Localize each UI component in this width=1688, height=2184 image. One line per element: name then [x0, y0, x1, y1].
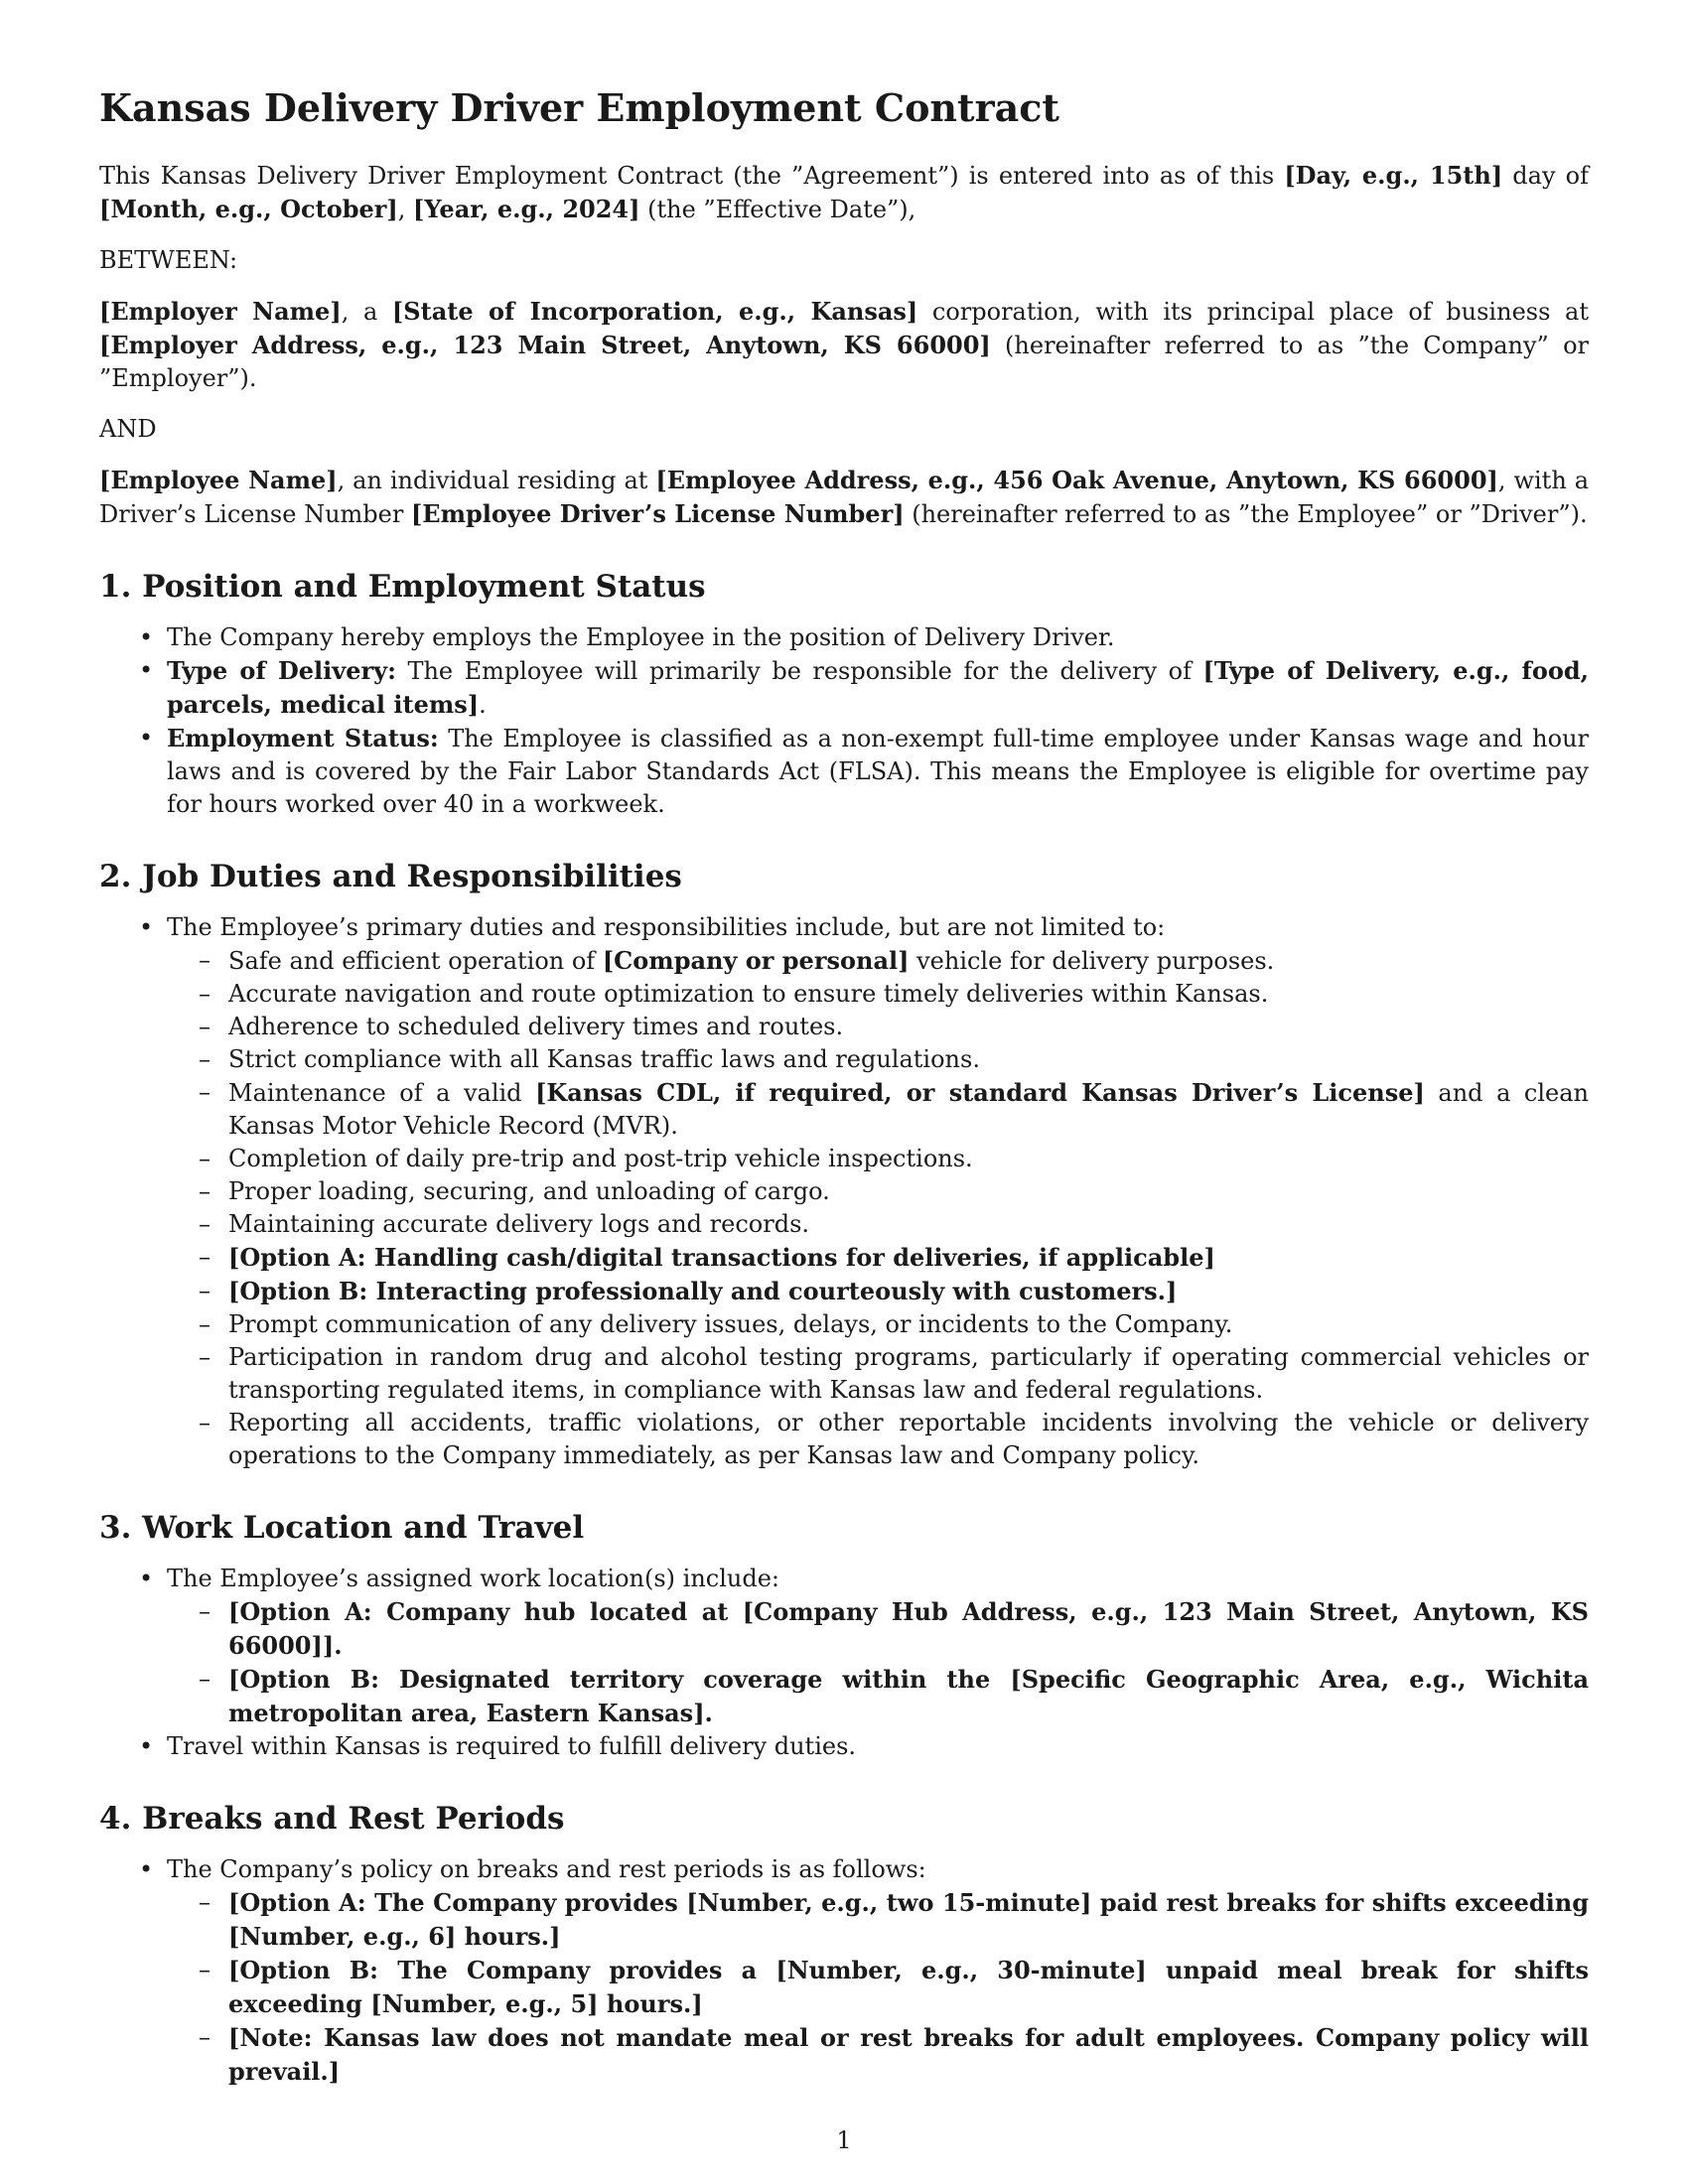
- day-placeholder: [Day, e.g., 15th]: [1284, 160, 1503, 190]
- employee-text: (hereinafter referred to as ”the Employee” or ”Driver”).: [904, 499, 1588, 528]
- sub-list-item: [167, 1275, 1589, 1308]
- item-text: The Employee will primarily be responsible for the delivery of: [395, 656, 1203, 685]
- list-item: • Travel within Kansas is required to fulfill delivery duties.: [99, 1730, 1589, 1763]
- sub-list-item: [167, 2021, 1589, 2089]
- month-placeholder: [Month, e.g., October]: [99, 194, 398, 223]
- employee-text: , an individual residing at: [337, 466, 656, 494]
- item-text: .: [479, 690, 487, 719]
- note-placeholder: [Note: Kansas law does not mandate meal or rest breaks for adult employees. Company policy will prevail.]: [228, 2023, 1589, 2087]
- sub-list-item: – Completion of daily pre-trip and post-trip vehicle inspections.: [167, 1143, 1589, 1175]
- intro-text: day of: [1502, 161, 1589, 190]
- option-a-placeholder: [Option A: Company hub located at [Company Hub Address, e.g., 123 Main Street, Anytown, KS 66000]].: [228, 1597, 1589, 1661]
- between-label: BETWEEN:: [99, 245, 238, 274]
- list-item: [99, 654, 1589, 722]
- employer-text: (hereinafter referred to as ”the Company” or ”Employer”).: [99, 331, 1589, 392]
- sub-list-item: [167, 1954, 1589, 2021]
- section-4-list: [99, 1853, 1589, 2089]
- list-item: [99, 911, 1589, 1472]
- list-item: • The Company hereby employs the Employee in the position of Delivery Driver.: [99, 621, 1589, 654]
- item-text: The Company’s policy on breaks and rest periods is as follows:: [167, 1855, 926, 1884]
- employer-name-placeholder: [Employer Name]: [99, 296, 342, 326]
- item-text: The Employee’s assigned work location(s) include:: [167, 1565, 780, 1593]
- employee-paragraph: [99, 464, 1589, 531]
- sub-list-item: – Proper loading, securing, and unloading of cargo.: [167, 1175, 1589, 1208]
- license-type-placeholder: [Kansas CDL, if required, or standard Kansas Driver’s License]: [535, 1077, 1425, 1107]
- item-text: The Employee’s primary duties and responsibilities include, but are not limited to:: [167, 912, 1166, 941]
- year-placeholder: [Year, e.g., 2024]: [413, 194, 640, 223]
- employer-address-placeholder: [Employer Address, e.g., 123 Main Street, Anytown, KS 66000]: [99, 330, 991, 359]
- option-b-placeholder: [Option B: Interacting professionally and courteously with customers.]: [228, 1276, 1178, 1305]
- sub-list-item: – Accurate navigation and route optimization to ensure timely deliveries within Kansas.: [167, 978, 1589, 1011]
- item-text: Safe and efficient operation of: [228, 946, 603, 975]
- sub-list-item: [167, 1076, 1589, 1143]
- location-options-list: [167, 1595, 1589, 1730]
- sub-list-item: [167, 944, 1589, 978]
- employer-text: corporation, with its principal place of business at: [917, 297, 1589, 326]
- intro-text: This Kansas Delivery Driver Employment Contract (the ”Agreement”) is entered into as of this: [99, 161, 1285, 190]
- intro-text: ,: [397, 195, 414, 223]
- delivery-type-placeholder: [Type of Delivery, e.g., food, parcels, medical items]: [167, 655, 1590, 719]
- sub-list-item: [167, 1663, 1589, 1730]
- sub-list-item: – Adherence to scheduled delivery times and routes.: [167, 1011, 1589, 1043]
- list-item: [99, 1853, 1589, 2089]
- intro-paragraph: [99, 159, 1589, 226]
- page-number: 1: [836, 2126, 852, 2154]
- option-b-placeholder: [Option B: Designated territory coverage within the [Specific Geographic Area, e.g., Wichita metropolitan area, Eastern Kansas].: [228, 1665, 1589, 1728]
- sub-list-item: – Participation in random drug and alcohol testing programs, particularly if operating commercial vehicles or transporting regulated items, in compliance with Kansas law and federal regulations.: [167, 1341, 1589, 1407]
- sub-list-item: [167, 1886, 1589, 1954]
- list-item: [99, 1563, 1589, 1730]
- item-label: Type of Delivery:: [167, 655, 396, 685]
- document-page: [99, 85, 1589, 2089]
- intro-text: (the ”Effective Date”),: [639, 195, 916, 223]
- section-heading: 2. Job Duties and Responsibilities: [99, 858, 682, 894]
- employee-name-placeholder: [Employee Name]: [99, 465, 338, 494]
- section-2-list: [99, 911, 1589, 1472]
- item-text: Maintenance of a valid: [228, 1078, 536, 1107]
- sub-list-item: [167, 1241, 1589, 1275]
- license-placeholder: [Employee Driver’s License Number]: [410, 498, 905, 528]
- document-title: Kansas Delivery Driver Employment Contract: [99, 85, 1059, 130]
- and-label: AND: [99, 414, 157, 443]
- section-heading: 3. Work Location and Travel: [99, 1509, 585, 1546]
- employer-paragraph: [99, 295, 1589, 395]
- section-heading: 1. Position and Employment Status: [99, 568, 706, 605]
- employee-text: , with a Driver’s License Number: [99, 466, 1590, 528]
- option-b-placeholder: [Option B: The Company provides a [Number, e.g., 30-minute] unpaid meal break for shifts exceeding [Number, e.g., 5] hours.]: [228, 1956, 1589, 2019]
- item-text: The Employee is classified as a non-exempt full-time employee under Kansas wage and hour laws and is covered by the Fair Labor Standards Act (FLSA). This means the Employee is eligible for overtime pay for hours worked over 40 in a workweek.: [167, 724, 1589, 818]
- item-label: Employment Status:: [167, 723, 439, 752]
- list-item: [99, 722, 1589, 821]
- employer-text: , a: [341, 297, 392, 326]
- breaks-options-list: [167, 1886, 1589, 2089]
- state-placeholder: [State of Incorporation, e.g., Kansas]: [391, 296, 918, 326]
- section-3-list: [99, 1563, 1589, 1763]
- sub-list-item: – Prompt communication of any delivery issues, delays, or incidents to the Company.: [167, 1308, 1589, 1341]
- vehicle-placeholder: [Company or personal]: [602, 945, 910, 975]
- option-a-placeholder: [Option A: The Company provides [Number, e.g., two 15-minute] paid rest breaks for shifts exceeding [Number, e.g., 6] hours.]: [228, 1888, 1589, 1952]
- option-a-placeholder: [Option A: Handling cash/digital transactions for deliveries, if applicable]: [228, 1242, 1215, 1272]
- sub-list-item: – Strict compliance with all Kansas traffic laws and regulations.: [167, 1043, 1589, 1076]
- section-heading: 4. Breaks and Rest Periods: [99, 1801, 565, 1838]
- sub-list-item: – Maintaining accurate delivery logs and records.: [167, 1208, 1589, 1241]
- sub-list-item: [167, 1595, 1589, 1663]
- section-1-list: [99, 621, 1589, 821]
- item-text: and a clean Kansas Motor Vehicle Record (MVR).: [228, 1078, 1589, 1140]
- sub-list-item: – Reporting all accidents, traffic violations, or other reportable incidents involving the vehicle or delivery operations to the Company immediately, as per Kansas law and Company policy.: [167, 1407, 1589, 1472]
- duties-list: [167, 944, 1589, 1472]
- item-text: vehicle for delivery purposes.: [909, 946, 1275, 975]
- employee-address-placeholder: [Employee Address, e.g., 456 Oak Avenue, Anytown, KS 66000]: [655, 465, 1498, 494]
